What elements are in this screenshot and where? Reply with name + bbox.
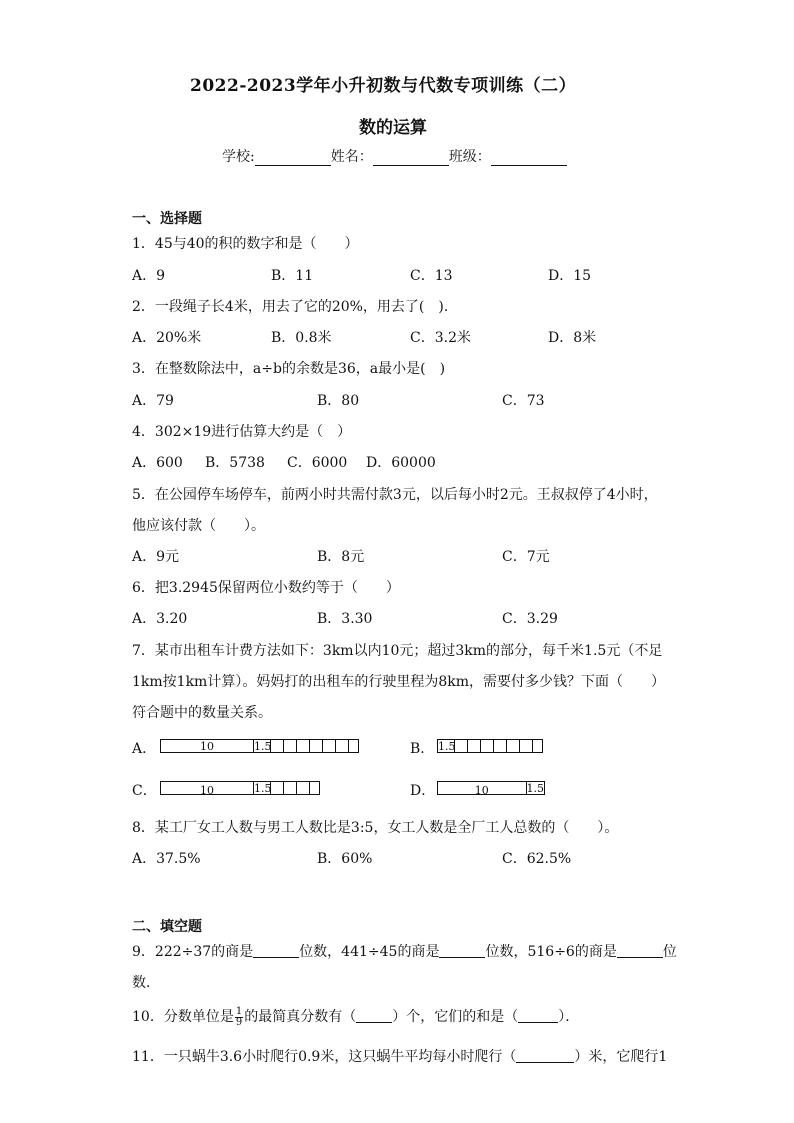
page-title: 2022-2023学年小升初数与代数专项训练（二） [190,76,577,96]
segment-unit [310,740,323,752]
question-4: 4．302×19进行估算大约是（ ） [132,424,352,440]
q10-blank-2[interactable] [518,1008,558,1023]
segment-unit [349,740,358,752]
question-7-line-1: 7．某市出租车计费方法如下：3km以内10元；超过3km的部分，每千米1.5元（不足 [132,643,663,659]
segment-unit [284,782,297,794]
question-1: 1．45与40的积的数字和是（ ） [132,236,359,252]
question-9 [132,941,677,961]
q9-text-4: 位 [662,944,677,960]
q4-option-b[interactable]: B．5738 [205,455,265,471]
q5-option-a[interactable]: A．9元 [132,549,180,565]
segment-unit [297,740,310,752]
q9-text-1: 9．222÷37的商是 [132,944,254,960]
question-3: 3．在整数除法中，a÷b的余数是36，a最小是( ) [132,361,446,377]
q4-option-c[interactable]: C．6000 [287,455,348,471]
class-label: 班级： [448,149,491,165]
section-heading-choice: 一、选择题 [132,211,202,227]
q9-blank-3[interactable] [617,943,663,958]
q8-option-b[interactable]: B．60% [317,851,373,867]
question-7-line-3: 符合题中的数量关系。 [132,705,272,721]
q7-option-b-diagram[interactable] [437,739,543,753]
question-9-line-2: 数． [132,975,160,991]
q2-option-c[interactable]: C．3.2米 [410,330,471,346]
q9-text-3: 位数，516÷6的商是 [485,944,617,960]
q8-option-c[interactable]: C．62.5% [502,851,572,867]
segment-unit [284,740,297,752]
q10-text-1: 10．分数单位是 [132,1009,234,1025]
question-7-line-2: 1km按1km计算）。妈妈打的出租车的行驶里程为8km，需要付多少钱？下面（ ） [132,674,665,690]
q11-blank-1[interactable] [516,1048,574,1063]
segment-ten: 10 [161,740,254,752]
q7-option-d-diagram[interactable] [437,781,545,795]
q1-option-a[interactable]: A．9 [132,268,166,284]
segment-one-five: 1.5 [254,740,272,753]
q6-option-a[interactable]: A．3.20 [132,611,188,627]
question-6: 6．把3.2945保留两位小数约等于（ ） [132,580,400,596]
segment-ten: 10 [438,782,527,794]
question-8: 8．某工厂女工人数与男工人数比是3:5，女工人数是全厂工人总数的（ ）。 [132,820,619,836]
q10-text-3: ）个，它们的和是（ [392,1009,519,1025]
segment-unit [533,740,542,752]
q7-option-c-diagram[interactable] [160,781,320,795]
q6-option-b[interactable]: B．3.30 [317,611,373,627]
name-label: 姓名： [330,149,373,165]
segment-unit [323,740,336,752]
section-heading-fill: 二、填空题 [132,919,202,935]
q6-option-c[interactable]: C．3.29 [502,611,558,627]
question-10 [132,1006,579,1028]
fraction-one-ninth [235,1007,243,1028]
q7-option-a-diagram[interactable] [160,739,359,753]
page-subtitle: 数的运算 [359,118,427,138]
q9-blank-1[interactable] [253,943,299,958]
q10-text-4: ）． [558,1009,580,1025]
segment-unit [468,740,481,752]
segment-one-five: 1.5 [254,782,272,795]
school-field[interactable] [255,151,331,166]
q9-text-2: 位数，441÷45的商是 [299,944,440,960]
school-label: 学校: [222,149,255,165]
q10-blank-1[interactable] [356,1008,392,1023]
segment-one-five: 1.5 [438,740,456,753]
fraction-numerator: 1 [235,1005,243,1017]
q3-option-a[interactable]: A．79 [132,393,174,409]
q2-option-a[interactable]: A．20%米 [132,330,202,346]
student-info-row [222,146,567,166]
class-field[interactable] [491,151,567,166]
segment-one-five: 1.5 [526,782,544,795]
segment-unit [494,740,507,752]
segment-unit [481,740,494,752]
segment-unit [507,740,520,752]
q3-option-c[interactable]: C．73 [502,393,545,409]
q3-option-b[interactable]: B．80 [317,393,360,409]
fraction-denominator: 9 [235,1016,243,1028]
q8-option-a[interactable]: A．37.5% [132,851,201,867]
segment-unit [271,782,284,794]
q7-option-a-label[interactable]: A． [132,741,157,757]
q7-option-b-label[interactable]: B． [410,741,435,757]
q1-option-c[interactable]: C．13 [410,268,453,284]
name-field[interactable] [373,151,449,166]
q7-option-c-label[interactable]: C． [132,783,157,799]
question-5-line-1: 5．在公园停车场停车，前两小时共需付款3元，以后每小时2元。王叔叔停了4小时， [132,487,658,503]
q11-text-2: ）米，它爬行1 [574,1049,668,1065]
q4-option-a[interactable]: A．600 [132,455,183,471]
question-2: 2．一段绳子长4米，用去了它的20%，用去了( )． [132,299,458,315]
q1-option-d[interactable]: D．15 [548,268,592,284]
segment-unit [520,740,533,752]
q11-text-1: 11．一只蜗牛3.6小时爬行0.9米，这只蜗牛平均每小时爬行（ [132,1049,517,1065]
q5-option-b[interactable]: B．8元 [317,549,365,565]
segment-unit [297,782,310,794]
q4-option-d[interactable]: D．60000 [366,455,436,471]
segment-ten: 10 [161,782,254,794]
q7-option-d-label[interactable]: D． [410,783,436,799]
q1-option-b[interactable]: B．11 [271,268,314,284]
segment-unit [271,740,284,752]
q2-option-b[interactable]: B．0.8米 [271,330,332,346]
question-11 [132,1046,667,1066]
question-5-line-2: 他应该付款（ ）。 [132,518,265,534]
segment-unit [336,740,349,752]
segment-unit [455,740,468,752]
q5-option-c[interactable]: C．7元 [502,549,550,565]
q2-option-d[interactable]: D．8米 [548,330,597,346]
q10-text-2: 的最简真分数有（ [244,1009,357,1025]
q9-blank-2[interactable] [439,943,485,958]
segment-unit [310,782,319,794]
